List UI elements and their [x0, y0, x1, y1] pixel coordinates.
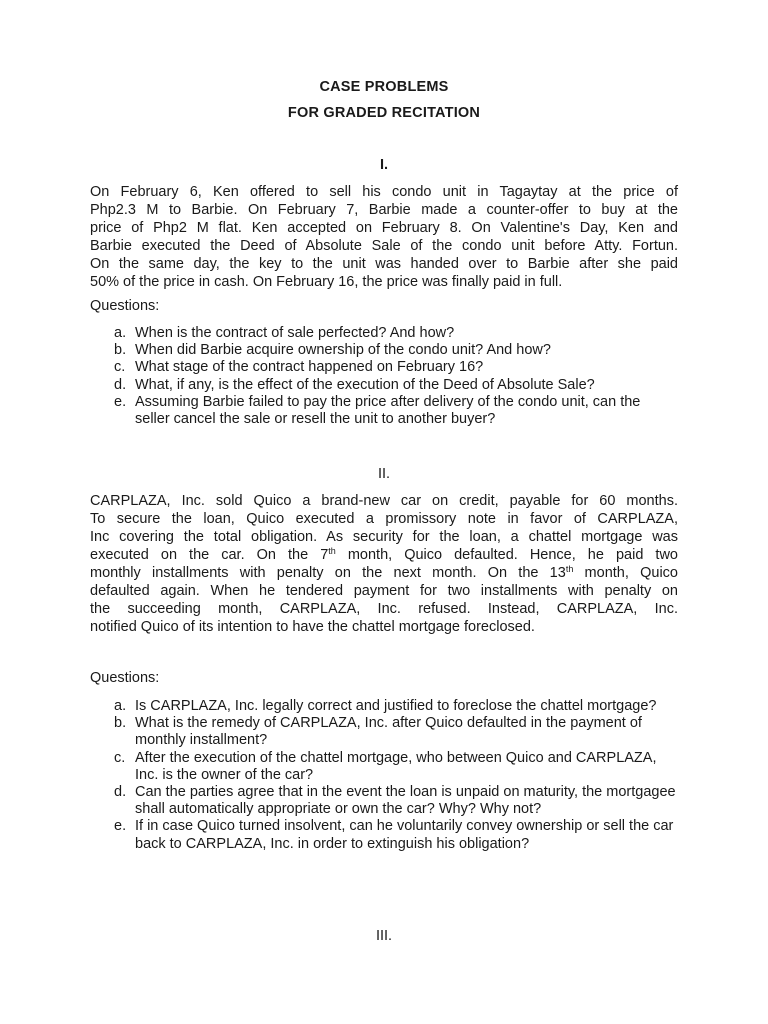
paragraph-line: defaulted again. When he tendered payment for two installments with penalty on [90, 583, 678, 599]
paragraph-line: the succeeding month, CARPLAZA, Inc. refused. Instead, CARPLAZA, Inc. [90, 601, 678, 617]
paragraph-line: On the same day, the key to the unit was handed over to Barbie after she paid [90, 256, 678, 272]
section-1-question-list [90, 325, 678, 428]
line-text: monthly installments with penalty on the next month. On the 13 [90, 565, 566, 581]
question-text: Is CARPLAZA, Inc. legally correct and justified to foreclose the chattel mortgage? [135, 698, 657, 714]
question-item [90, 698, 678, 715]
question-letter: e. [114, 393, 127, 410]
paragraph-line: Barbie executed the Deed of Absolute Sale of the condo unit before Atty. Fortun. [90, 238, 678, 254]
question-text: When did Barbie acquire ownership of the condo unit? And how? [135, 342, 551, 359]
question-text: What is the remedy of CARPLAZA, Inc. after Quico defaulted in the payment of monthly installment? [135, 715, 642, 749]
question-text: If in case Quico turned insolvent, can he voluntarily convey ownership or sell the car back to CARPLAZA, Inc. in order to extinguish his obligation? [135, 818, 674, 852]
question-letter: e. [114, 818, 127, 835]
question-item [90, 715, 678, 749]
question-item [90, 394, 678, 428]
document-title: CASE PROBLEMS [319, 79, 449, 95]
section-1-paragraph [90, 183, 678, 291]
question-letter: c. [114, 749, 126, 766]
question-item [90, 750, 678, 784]
question-letter: d. [114, 784, 127, 801]
question-text: What, if any, is the effect of the execution of the Deed of Absolute Sale? [135, 376, 595, 393]
question-text: When is the contract of sale perfected? And how? [135, 325, 455, 341]
document-subtitle: FOR GRADED RECITATION [287, 105, 481, 121]
question-item [90, 818, 678, 852]
question-letter: b. [114, 715, 127, 732]
line-text: month, Quico defaulted. Hence, he paid two [335, 547, 678, 563]
question-letter: a. [114, 325, 127, 341]
paragraph-line: Inc covering the total obligation. As security for the loan, a chattel mortgage was [90, 529, 678, 545]
question-text: Can the parties agree that in the event the loan is unpaid on maturity, the mortgagee shall automatically appropriate or own the car? Why? Why not? [135, 784, 676, 818]
question-item [90, 784, 678, 818]
section-1-numeral: I. [379, 157, 389, 173]
question-item [90, 325, 678, 342]
section-3-numeral: III. [375, 928, 393, 944]
section-2-numeral: II. [377, 466, 391, 482]
question-letter: d. [114, 376, 127, 393]
ordinal-suffix: th [565, 564, 574, 574]
paragraph-line: 50% of the price in cash. On February 16, the price was finally paid in full. [90, 274, 563, 290]
section-2-question-list [90, 698, 678, 853]
question-text: Assuming Barbie failed to pay the price after delivery of the condo unit, can the seller cancel the sale or resell the unit to another buyer? [135, 393, 641, 428]
question-item [90, 342, 678, 359]
question-letter: a. [114, 698, 127, 714]
paragraph-line: To secure the loan, Quico executed a promissory note in favor of CARPLAZA, [90, 511, 678, 527]
line-text: executed on the car. On the 7 [90, 547, 329, 563]
section-1-questions-label: Questions: [90, 298, 160, 314]
ordinal-suffix: th [328, 546, 336, 556]
line-text: month, Quico [573, 565, 678, 581]
question-text: After the execution of the chattel mortgage, who between Quico and CARPLAZA, Inc. is the owner of the car? [135, 749, 657, 783]
question-item [90, 377, 678, 394]
question-letter: c. [114, 359, 126, 376]
section-2-paragraph [90, 492, 678, 636]
question-text: What stage of the contract happened on February 16? [135, 359, 484, 376]
paragraph-line: Php2.3 M to Barbie. On February 7, Barbie made a counter-offer to buy at the [90, 202, 678, 218]
paragraph-line: On February 6, Ken offered to sell his condo unit in Tagaytay at the price of [90, 184, 678, 200]
paragraph-line: CARPLAZA, Inc. sold Quico a brand-new car on credit, payable for 60 months. [90, 493, 678, 509]
paragraph-line: price of Php2 M flat. Ken accepted on February 8. On Valentine's Day, Ken and [90, 220, 678, 236]
paragraph-line [90, 546, 678, 564]
section-2-questions-label: Questions: [90, 670, 160, 686]
paragraph-line [90, 564, 678, 582]
question-item [90, 359, 678, 376]
question-letter: b. [114, 342, 127, 359]
paragraph-line: notified Quico of its intention to have the chattel mortgage foreclosed. [90, 619, 535, 635]
